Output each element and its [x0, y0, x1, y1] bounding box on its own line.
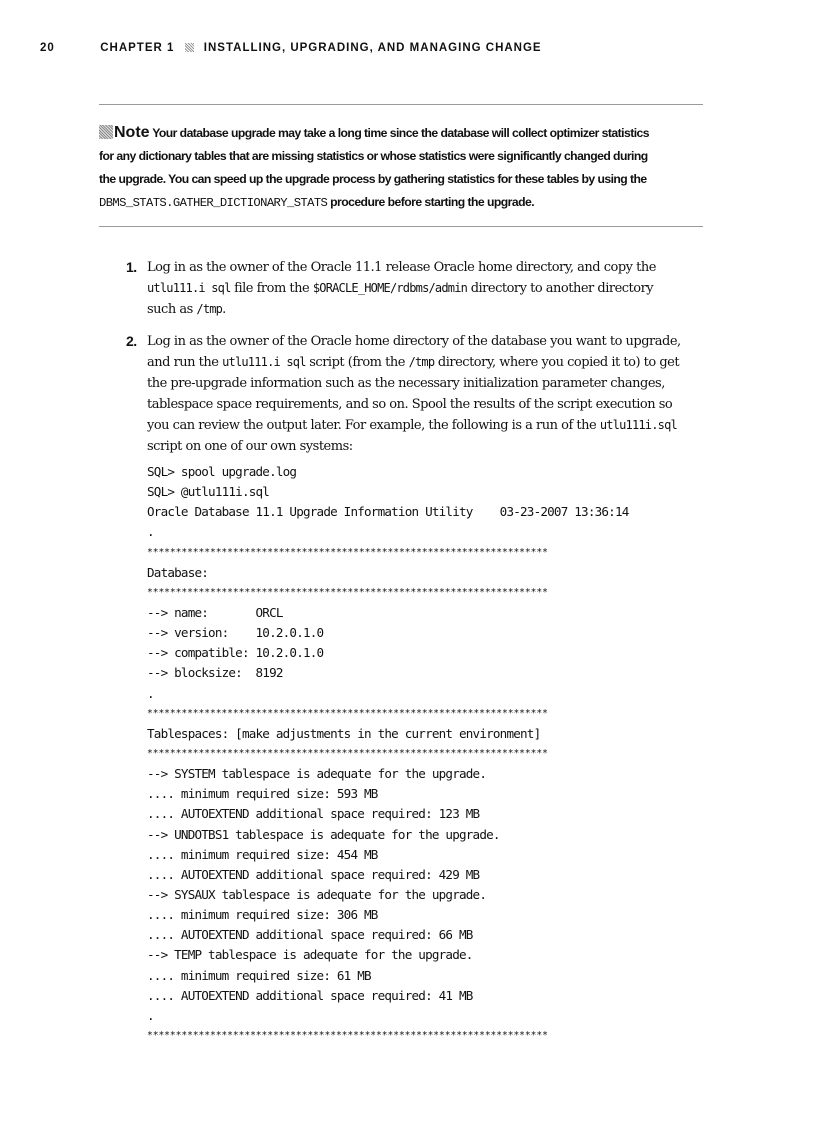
- code-line: .... minimum required size: 306 MB: [147, 907, 378, 923]
- step-text: such as: [147, 302, 197, 317]
- code-line: .... AUTOEXTEND additional space required: 66 MB: [147, 927, 473, 943]
- step-list: [126, 257, 716, 457]
- code-line-separator: **********************************************************************: [147, 1029, 548, 1041]
- step-text: and run the: [147, 355, 223, 370]
- note-box: [99, 104, 703, 227]
- step-line: the pre-upgrade information such as the necessary initialization parameter changes,: [147, 376, 665, 391]
- code-line: --> blocksize: 8192: [147, 665, 283, 681]
- code-line: --> TEMP tablespace is adequate for the upgrade.: [147, 947, 473, 963]
- step-text: you can review the output later. For example, the following is a run of the: [147, 418, 600, 433]
- step-line: [126, 415, 716, 436]
- code-line: SQL> @utlu111i.sql: [147, 484, 270, 500]
- running-head: [40, 42, 740, 58]
- code-line: --> name: ORCL: [147, 604, 283, 620]
- code-line-separator: **********************************************************************: [147, 747, 548, 759]
- code-line: --> UNDOTBS1 tablespace is adequate for the upgrade.: [147, 826, 500, 842]
- step-number: 1.: [126, 259, 137, 275]
- step-text: directory to another directory: [467, 281, 654, 296]
- note-line: [99, 191, 703, 215]
- step-line: Log in as the owner of the Oracle 11.1 release Oracle home directory, and copy the: [147, 260, 656, 275]
- code-line: --> SYSTEM tablespace is adequate for the upgrade.: [147, 766, 487, 782]
- step-line: [126, 299, 716, 320]
- chapter-title: INSTALLING, UPGRADING, AND MANAGING CHANGE: [203, 42, 542, 54]
- code-line: SQL> spool upgrade.log: [147, 464, 297, 479]
- code-line: .... minimum required size: 61 MB: [147, 967, 371, 983]
- note-procedure-name: DBMS_STATS.GATHER_DICTIONARY_STATS: [99, 196, 328, 210]
- step-line: tablespace space requirements, and so on. Spool the results of the script execution so: [147, 397, 673, 412]
- inline-code: $ORACLE_HOME/rdbms/admin: [312, 281, 468, 295]
- code-line: Tablespaces: [make adjustments in the current environment]: [147, 725, 541, 741]
- note-line-text: Your database upgrade may take a long time since the database will collect optimizer statistics: [152, 126, 650, 140]
- code-line: .... minimum required size: 454 MB: [147, 846, 378, 862]
- inline-code: /tmp: [408, 355, 435, 369]
- note-shade-icon: [99, 125, 113, 139]
- inline-code: utlu111.i sql: [222, 355, 306, 369]
- step-line: Log in as the owner of the Oracle home directory of the database you want to upgrade,: [147, 334, 681, 349]
- inline-code: /tmp: [196, 302, 223, 316]
- code-line: .... AUTOEXTEND additional space required: 429 MB: [147, 866, 480, 882]
- step-text: file from the: [230, 281, 313, 296]
- note-line: the upgrade. You can speed up the upgrade process by gathering statistics for these tables by using the: [99, 172, 647, 186]
- code-line: .: [147, 685, 154, 701]
- step-text: script (from the: [305, 355, 409, 370]
- step-line: script on one of our own systems:: [147, 439, 353, 454]
- code-listing: [147, 462, 667, 1046]
- inline-code: utlu111.i sql: [147, 281, 231, 295]
- code-line: --> compatible: 10.2.0.1.0: [147, 645, 324, 661]
- code-line: .... AUTOEXTEND additional space required: 41 MB: [147, 987, 473, 1003]
- chapter-separator-icon: [185, 43, 194, 52]
- code-line: .... AUTOEXTEND additional space required: 123 MB: [147, 806, 480, 822]
- code-line: .: [147, 524, 154, 540]
- note-line-text: procedure before starting the upgrade.: [327, 195, 535, 209]
- step-text: directory, where you copied it to) to get: [434, 355, 680, 370]
- code-line-separator: **********************************************************************: [147, 707, 548, 719]
- code-line: .... minimum required size: 593 MB: [147, 786, 378, 802]
- step-number: 2.: [126, 333, 137, 349]
- code-line: .: [147, 1007, 154, 1023]
- code-line: Database:: [147, 564, 209, 580]
- step-one: [126, 257, 716, 320]
- inline-code: utlu111i.sql: [599, 418, 677, 432]
- step-line: [126, 352, 716, 373]
- chapter-label: CHAPTER 1: [100, 42, 175, 54]
- page-number: 20: [40, 42, 55, 54]
- step-line: [126, 278, 716, 299]
- code-line: Oracle Database 11.1 Upgrade Information Utility 03-23-2007 13:36:14: [147, 504, 629, 520]
- step-text: .: [222, 302, 226, 317]
- step-two: [126, 331, 716, 457]
- note-line: for any dictionary tables that are missing statistics or whose statistics were significantly changed during: [99, 149, 648, 163]
- code-line: --> SYSAUX tablespace is adequate for the upgrade.: [147, 886, 487, 902]
- note-text: [99, 121, 703, 215]
- code-line-separator: **********************************************************************: [147, 546, 548, 558]
- note-line: [99, 121, 703, 145]
- code-line-separator: **********************************************************************: [147, 586, 548, 598]
- code-line: --> version: 10.2.0.1.0: [147, 625, 324, 641]
- note-label: Note: [114, 124, 150, 141]
